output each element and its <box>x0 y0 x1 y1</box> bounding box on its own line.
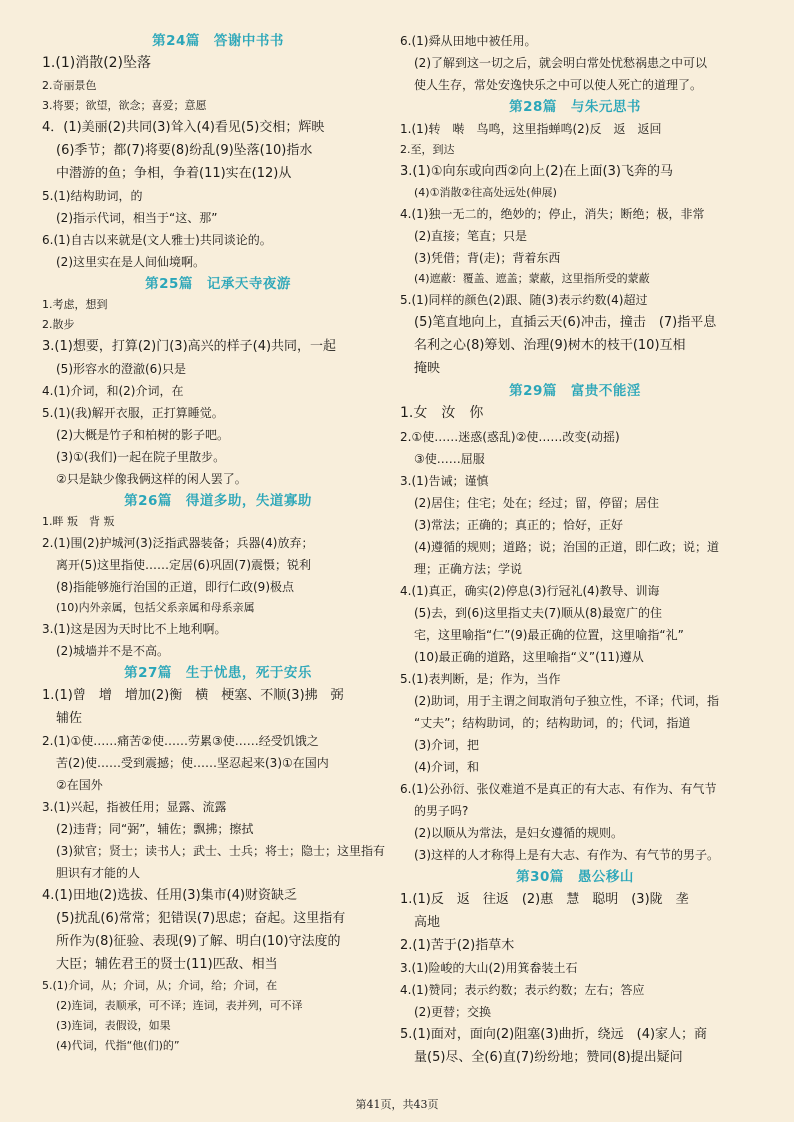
answer-line: (3)狱官；贤士；读书人；武士、士兵；将士；隐士；这里指有 <box>56 843 386 858</box>
answer-line: 胆识有才能的人 <box>56 865 141 880</box>
answer-line: 3.(1)①向东或向西②向上(2)在上面(3)飞奔的马 <box>400 164 673 179</box>
answer-line: (4)介词，和 <box>414 759 479 774</box>
answer-line: 辅佐 <box>56 710 83 726</box>
answer-line: 中潜游的鱼；争相，争着(11)实在(12)从 <box>56 165 292 181</box>
answer-line: (6)季节；都(7)将要(8)纷乱(9)坠落(10)指水 <box>56 142 313 158</box>
answer-line: (2)直接；笔直；只是 <box>414 229 527 243</box>
answer-line: (2)这里实在是人间仙境啊。 <box>56 254 205 269</box>
answer-line: 3.(1)兴起，指被任用；显露、流露 <box>42 799 227 814</box>
answer-line: 5.(1)结构助词，的 <box>42 188 143 203</box>
answer-line: (8)指能够施行治国的正道，即行仁政(9)极点 <box>56 579 294 594</box>
answer-line: (2)了解到这一切之后，就会明白常处忧愁祸患之中可以 <box>414 56 708 70</box>
answer-line: 大臣；辅佐君王的贤士(11)匹敌、相当 <box>56 956 278 972</box>
answer-line: (5)形容水的澄澈(6)只是 <box>56 361 186 376</box>
answer-line: (2)更替；交换 <box>414 1004 491 1019</box>
answer-line: 2.(1)苦于(2)指草木 <box>400 937 515 953</box>
section-heading: 第27篇 生于忧患，死于安乐 <box>124 664 312 681</box>
answer-line: 量(5)尽、全(6)直(7)纷纷地；赞同(8)提出疑问 <box>414 1049 683 1065</box>
answer-line: (3)①(我们)一起在院子里散步。 <box>56 449 226 464</box>
answer-line: 苦(2)使……受到震撼；使……坚忍起来(3)①在国内 <box>56 755 329 770</box>
answer-line: (5)去，到(6)这里指丈夫(7)顺从(8)最宽广的住 <box>414 605 662 620</box>
answer-line: 1.(1)转 啭 鸟鸣，这里指蝉鸣(2)反 返 返回 <box>400 122 662 136</box>
answer-line: 5.(1)(我)解开衣服，正打算睡觉。 <box>42 405 224 420</box>
answer-line: 1.(1)消散(2)坠落 <box>42 55 152 71</box>
page-footer: 第41页，共43页 <box>355 1098 439 1111</box>
section-heading: 第24篇 答谢中书书 <box>152 33 284 49</box>
answer-line: (3)这样的人才称得上是有大志、有作为、有气节的男子。 <box>414 847 720 862</box>
answer-line: (4)代词，代指“他(们)的” <box>56 1038 180 1052</box>
answer-line: 使人生存，常处安逸快乐之中可以使人死亡的道理了。 <box>414 78 703 92</box>
answer-line: 4.(1)赞同；表示约数；表示约数；左右；答应 <box>400 982 645 997</box>
answer-line: 2.至，到达 <box>400 143 455 156</box>
answer-line: 所作为(8)征验、表现(9)了解、明白(10)守法度的 <box>56 933 341 949</box>
answer-line: (2)连词，表顺承，可不译；连词，表并列，可不译 <box>56 998 303 1012</box>
answer-line: (2)助词，用于主谓之间取消句子独立性，不译；代词，指 <box>414 693 720 708</box>
answer-line: (2)居住；住宅；处在；经过；留，停留；居住 <box>414 495 659 510</box>
answer-line: 3.(1)告诫；谨慎 <box>400 473 489 488</box>
answer-line: 1.考虑，想到 <box>42 297 108 311</box>
answer-line: 5.(1)面对，面向(2)阻塞(3)曲折，绕远 (4)家人；商 <box>400 1026 708 1042</box>
answer-line: 6.(1)公孙衍、张仪难道不是真正的有大志、有作为、有气节 <box>400 781 717 796</box>
answer-line: 1.(1)反 返 往返 (2)惠 慧 聪明 (3)陇 垄 <box>400 891 689 907</box>
answer-line: 2.(1)围(2)护城河(3)泛指武器装备；兵器(4)放弃； <box>42 535 314 550</box>
answer-line: 2.(1)①使……痛苦②使……劳累③使……经受饥饿之 <box>42 733 319 748</box>
answer-line: 1.女 汝 你 <box>400 405 484 421</box>
right-column <box>400 30 750 1069</box>
answer-line: 5.(1)同样的颜色(2)跟、随(3)表示约数(4)超过 <box>400 293 648 307</box>
answer-line: 2.散步 <box>42 317 75 331</box>
answer-line: (2)大概是竹子和柏树的影子吧。 <box>56 427 229 442</box>
answer-line: ②只是缺少像我俩这样的闲人罢了。 <box>56 471 247 486</box>
answer-line: ②在国外 <box>56 777 103 792</box>
answer-line: (2)指示代词，相当于“这、那” <box>56 210 218 225</box>
answer-line: 宅，这里喻指“仁”(9)最正确的位置，这里喻指“礼” <box>414 627 684 642</box>
answer-line: 4.(1)田地(2)选拔、任用(3)集市(4)财资缺乏 <box>42 887 298 903</box>
section-heading: 第28篇 与朱元思书 <box>509 99 641 115</box>
answer-line: (2)以顺从为常法，是妇女遵循的规则。 <box>414 825 623 840</box>
answer-line: (3)介词，把 <box>414 737 479 752</box>
answer-line: (4)遵循的规则；道路；说；治国的正道，即仁政；说；道 <box>414 539 720 554</box>
section-heading: 第26篇 得道多助，失道寡助 <box>124 492 312 509</box>
answer-line: 5.(1)表判断，是；作为，当作 <box>400 671 561 686</box>
section-heading: 第30篇 愚公移山 <box>516 868 634 885</box>
answer-line: (10)内外亲属，包括父系亲属和母系亲属 <box>56 600 255 614</box>
answer-line: 4.(1)真正，确实(2)停息(3)行冠礼(4)教导、训诲 <box>400 583 660 598</box>
answer-line: “丈夫”；结构助词，的；结构助词，的；代词，指道 <box>414 715 691 730</box>
answer-line: (3)连词，表假设，如果 <box>56 1018 171 1032</box>
answer-line: 1.(1)曾 增 增加(2)衡 横 梗塞、不顺(3)拂 弼 <box>42 687 344 703</box>
answer-line: 3.(1)想要，打算(2)门(3)高兴的样子(4)共同，一起 <box>42 338 337 354</box>
answer-line: 的男子吗? <box>414 803 469 818</box>
answer-line: 名利之心(8)筹划、治理(9)树木的枝干(10)互相 <box>414 338 686 353</box>
answer-line: (4)①消散②往高处远处(伸展) <box>414 186 557 199</box>
answer-line: 4.(1)独一无二的，绝妙的；停止，消失；断绝；极，非常 <box>400 207 705 221</box>
answer-line: 3.(1)险峻的大山(2)用箕畚装土石 <box>400 960 578 975</box>
left-column <box>42 30 394 1056</box>
answer-line: (4)遮蔽：覆盖、遮盖；蒙蔽，这里指所受的蒙蔽 <box>414 272 650 285</box>
answer-line: (10)最正确的道路，这里喻指“义”(11)遵从 <box>414 649 644 664</box>
section-heading: 第29篇 富贵不能淫 <box>509 383 641 399</box>
answer-line: (5)笔直地向上，直插云天(6)冲击，撞击 (7)指平息 <box>414 315 717 330</box>
answer-line: 掩映 <box>414 361 441 376</box>
answer-line: 3.将要；欲望，欲念；喜爱；意愿 <box>42 98 207 112</box>
answer-line: 2.奇丽景色 <box>42 78 97 92</box>
answer-line: 6.(1)自古以来就是(文人雅士)共同谈论的。 <box>42 232 272 247</box>
answer-line: (5)扰乱(6)常常；犯错误(7)思虑；奋起。这里指有 <box>56 910 346 926</box>
answer-line: 4.(1)介词，和(2)介词，在 <box>42 383 184 398</box>
answer-line: (2)城墙并不是不高。 <box>56 643 169 658</box>
answer-line: 1.畔 叛 背 叛 <box>42 514 115 528</box>
answer-line: 3.(1)这是因为天时比不上地利啊。 <box>42 621 227 636</box>
answer-line: ③使……屈服 <box>414 451 485 466</box>
answer-line: 6.(1)舜从田地中被任用。 <box>400 34 537 48</box>
answer-line: (2)违背；同“弼”，辅佐；飘拂；擦拭 <box>56 821 254 836</box>
section-heading: 第25篇 记承天寺夜游 <box>145 275 291 292</box>
answer-line: 5.(1)介词，从；介词，从；介词，给；介词，在 <box>42 978 278 992</box>
answer-line: 理；正确方法；学说 <box>414 561 523 576</box>
answer-line: 离开(5)这里指使……定居(6)巩固(7)震慑；锐利 <box>56 557 311 572</box>
answer-line: 4．(1)美丽(2)共同(3)耸入(4)看见(5)交相；辉映 <box>42 119 325 135</box>
answer-line: 2.①使……迷惑(惑乱)②使……改变(动摇) <box>400 429 620 444</box>
answer-line: (3)常法；正确的；真正的；恰好，正好 <box>414 517 623 532</box>
answer-line: (3)凭借；背(走)；背着东西 <box>414 251 561 265</box>
answer-line: 高地 <box>414 914 441 930</box>
